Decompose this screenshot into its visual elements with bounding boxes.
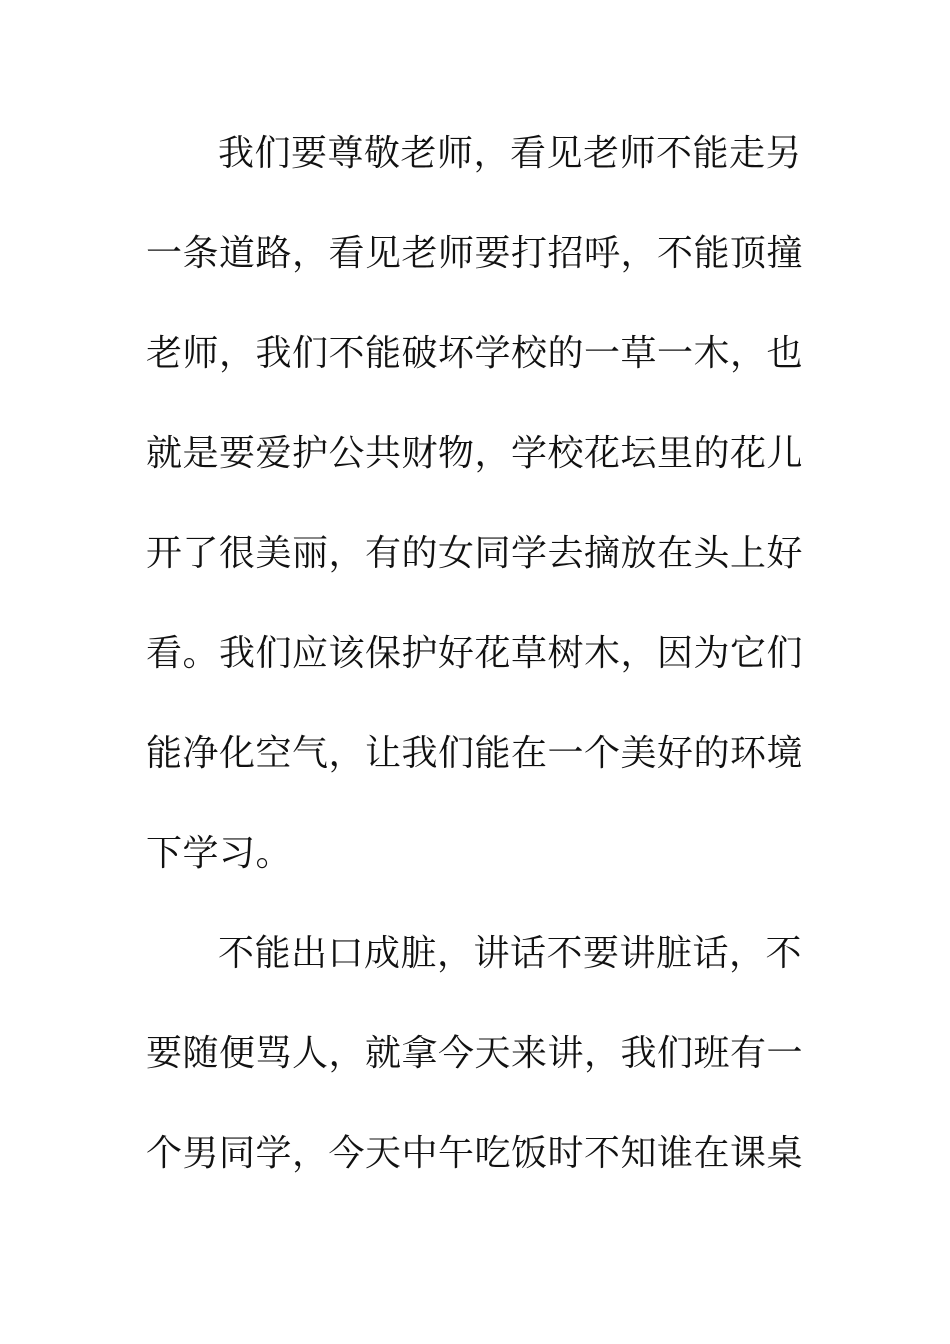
text-line: 下学习。 [146, 833, 293, 874]
text-line: 老师，我们不能破坏学校的一草一木，也 [146, 333, 804, 374]
text-line: 看。我们应该保护好花草树木，因为它们 [146, 633, 804, 674]
text-line: 不能出口成脏，讲话不要讲脏话，不 [218, 933, 803, 974]
text-line: 要随便骂人，就拿今天来讲，我们班有一 [146, 1033, 804, 1074]
text-line: 一条道路，看见老师要打招呼，不能顶撞 [146, 233, 804, 274]
text-line: 就是要爱护公共财物，学校花坛里的花儿 [146, 433, 804, 474]
text-line: 个男同学，今天中午吃饭时不知谁在课桌 [146, 1133, 804, 1174]
text-line: 能净化空气，让我们能在一个美好的环境 [146, 733, 804, 774]
text-line: 我们要尊敬老师，看见老师不能走另 [218, 133, 803, 174]
text-line: 开了很美丽，有的女同学去摘放在头上好 [146, 533, 804, 574]
